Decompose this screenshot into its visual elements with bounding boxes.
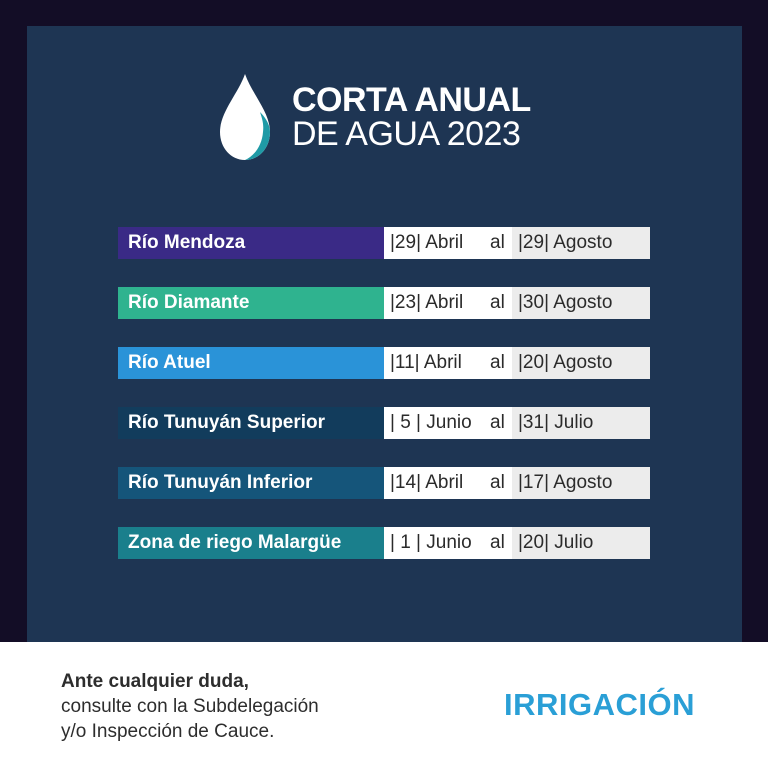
schedule-list: [118, 227, 650, 587]
schedule-row: [118, 227, 650, 259]
end-date: |20| Julio: [512, 527, 650, 559]
start-date: | 1 | Junio: [384, 527, 490, 559]
schedule-row: [118, 407, 650, 439]
schedule-row: [118, 347, 650, 379]
footer-line: consulte con la Subdelegación: [61, 696, 319, 717]
date-separator: al: [490, 347, 512, 379]
date-range: [384, 347, 650, 379]
water-drop-icon: [216, 72, 274, 162]
title-line-2: DE AGUA 2023: [292, 115, 521, 153]
date-range: [384, 527, 650, 559]
header: [216, 72, 531, 162]
schedule-row: [118, 527, 650, 559]
date-range: [384, 227, 650, 259]
date-separator: al: [490, 467, 512, 499]
date-separator: al: [490, 227, 512, 259]
start-date: |14| Abril: [384, 467, 490, 499]
date-range: [384, 467, 650, 499]
title-line-1: CORTA ANUAL: [292, 81, 531, 119]
end-date: |30| Agosto: [512, 287, 650, 319]
date-separator: al: [490, 527, 512, 559]
footer-note: [61, 669, 319, 744]
date-separator: al: [490, 287, 512, 319]
end-date: |29| Agosto: [512, 227, 650, 259]
date-range: [384, 407, 650, 439]
brand-logo: IRRIGACIÓN: [504, 687, 695, 722]
river-name: Río Tunuyán Inferior: [118, 467, 384, 499]
end-date: |20| Agosto: [512, 347, 650, 379]
title: [292, 83, 531, 151]
end-date: |31| Julio: [512, 407, 650, 439]
schedule-row: [118, 467, 650, 499]
end-date: |17| Agosto: [512, 467, 650, 499]
start-date: |23| Abril: [384, 287, 490, 319]
schedule-row: [118, 287, 650, 319]
date-range: [384, 287, 650, 319]
river-name: Río Atuel: [118, 347, 384, 379]
start-date: | 5 | Junio: [384, 407, 490, 439]
date-separator: al: [490, 407, 512, 439]
river-name: Zona de riego Malargüe: [118, 527, 384, 559]
footer: [0, 642, 768, 767]
river-name: Río Diamante: [118, 287, 384, 319]
start-date: |11| Abril: [384, 347, 490, 379]
start-date: |29| Abril: [384, 227, 490, 259]
footer-line: y/o Inspección de Cauce.: [61, 721, 275, 742]
river-name: Río Mendoza: [118, 227, 384, 259]
footer-heading: Ante cualquier duda,: [61, 671, 249, 692]
river-name: Río Tunuyán Superior: [118, 407, 384, 439]
